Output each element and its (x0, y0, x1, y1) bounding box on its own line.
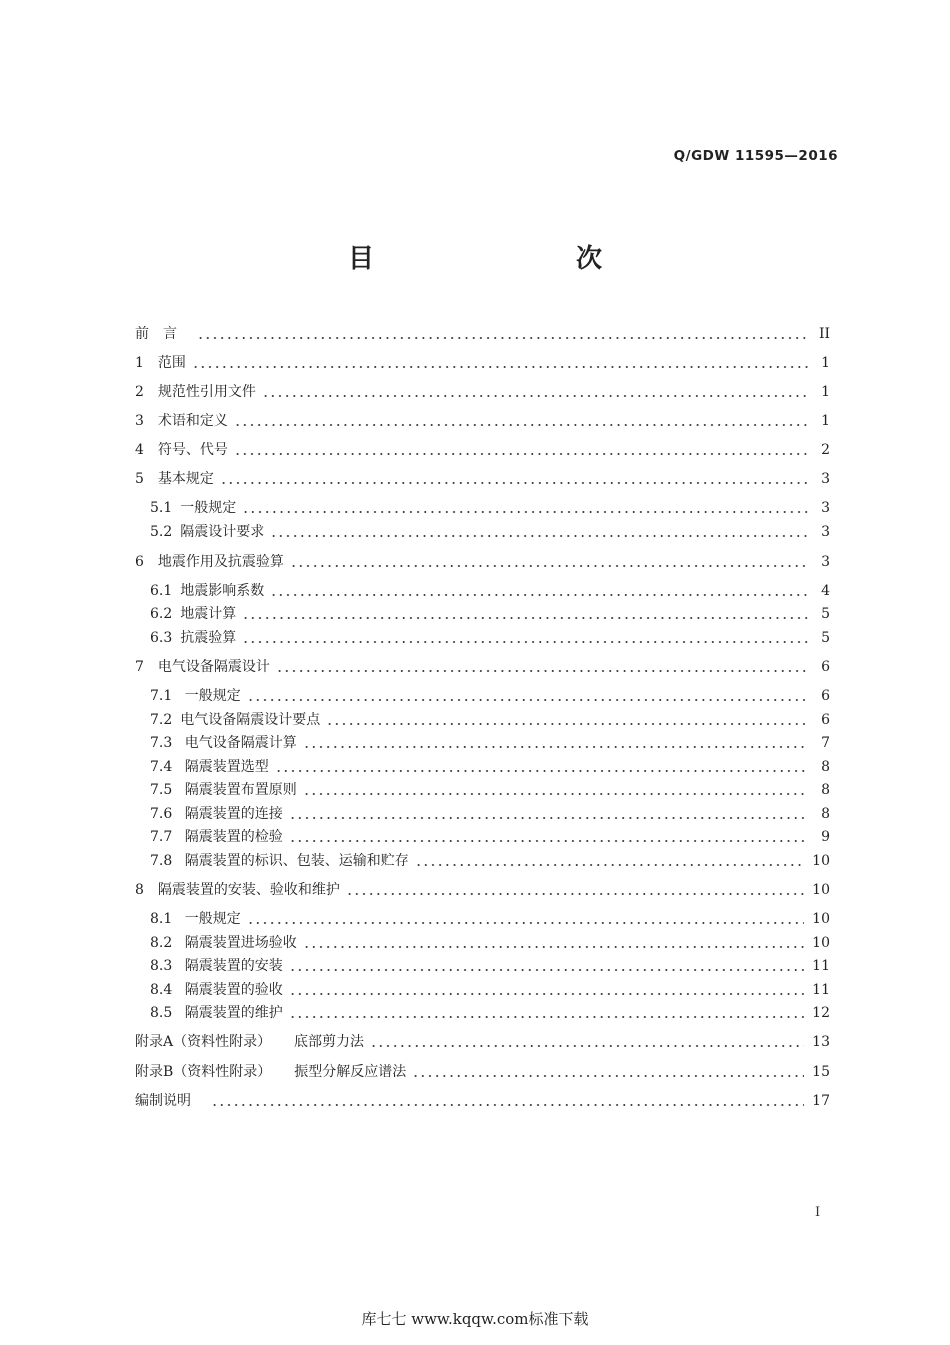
toc-entry[interactable] (135, 381, 830, 403)
toc-entry-label: 一般规定 (180, 688, 241, 704)
dot-leader (262, 395, 808, 397)
dot-leader (346, 893, 804, 895)
toc-entry-page: 12 (812, 1005, 830, 1021)
toc-entry-page: 6 (821, 688, 830, 704)
toc-title: 目 次 (347, 244, 652, 274)
toc-entry-number: 8.3 (150, 958, 173, 974)
toc-entry-page: 5 (821, 606, 830, 622)
toc-entry-number: 7.1 (150, 688, 173, 704)
dot-leader (412, 1075, 804, 1077)
toc-entry-page: 9 (821, 829, 830, 845)
dot-leader (303, 746, 808, 748)
toc-entry-number: 5.2 (150, 524, 173, 540)
dot-leader (275, 770, 808, 772)
toc-entry[interactable] (150, 908, 830, 930)
toc-entry-page: 11 (812, 958, 830, 974)
toc-entry-label: 隔震装置进场验收 (180, 935, 297, 951)
toc-entry-label: 隔震装置布置原则 (180, 782, 297, 798)
dot-leader (270, 535, 808, 537)
toc-entry[interactable] (135, 439, 830, 461)
toc-entry-number: 8.4 (150, 982, 173, 998)
toc-entry-number: 7.8 (150, 853, 173, 869)
toc-entry-label: 符号、代号 (157, 442, 228, 458)
dot-leader (270, 594, 808, 596)
toc-entry-number: 8.5 (150, 1005, 173, 1021)
toc-entry[interactable] (150, 627, 830, 649)
dot-leader (242, 641, 808, 643)
toc-entry[interactable] (150, 497, 830, 519)
toc-entry-label: 隔震装置的安装、验收和维护 (157, 882, 340, 898)
toc-entry-label: 地震影响系数 (180, 583, 265, 599)
toc-entry[interactable] (135, 1031, 830, 1053)
toc-entry[interactable] (150, 979, 830, 1001)
dot-leader (247, 922, 804, 924)
dot-leader (211, 1104, 804, 1106)
toc-entry-page: 3 (821, 554, 830, 570)
toc-entry-number: 7.5 (150, 782, 173, 798)
dot-leader (326, 723, 808, 725)
toc-entry-label: 隔震装置的维护 (180, 1005, 283, 1021)
toc-entry-label: 底部剪力法 (285, 1034, 365, 1050)
toc-entry[interactable] (150, 709, 830, 731)
toc-entry-number: 编制说明 (135, 1093, 191, 1109)
toc-entry-number: 前 言 (135, 326, 177, 342)
dot-leader (247, 699, 808, 701)
toc-entry[interactable] (150, 603, 830, 625)
dot-leader (289, 840, 808, 842)
dot-leader (370, 1045, 804, 1047)
toc-entry-label: 范围 (157, 355, 186, 371)
toc-entry-number: 5 (135, 471, 144, 487)
toc-entry-page: 10 (812, 935, 830, 951)
toc-entry-number: 7.2 (150, 712, 173, 728)
toc-entry[interactable] (135, 410, 830, 432)
toc-entry-page: 1 (821, 384, 830, 400)
toc-entry[interactable] (150, 850, 830, 872)
toc-entry-number: 8.2 (150, 935, 173, 951)
toc-entry-page: 17 (812, 1093, 830, 1109)
toc-entry-number: 7 (135, 659, 144, 675)
dot-leader (415, 864, 804, 866)
toc-entry-number: 7.4 (150, 759, 173, 775)
toc-entry-label: 电气设备隔震计算 (180, 735, 297, 751)
toc-entry-label: 电气设备隔震设计要点 (180, 712, 321, 728)
toc-entry-page: 3 (821, 524, 830, 540)
watermark-text: 库七七 www.kqqw.com标准下载 (361, 1310, 589, 1328)
toc-entry-page: 8 (821, 806, 830, 822)
dot-leader (289, 1016, 804, 1018)
dot-leader (234, 453, 808, 455)
toc-entry[interactable] (135, 879, 830, 901)
toc-entry-page: 11 (812, 982, 830, 998)
toc-entry-number: 5.1 (150, 500, 173, 516)
toc-entry-page: 6 (821, 659, 830, 675)
toc-entry[interactable] (135, 352, 830, 374)
dot-leader (220, 482, 808, 484)
toc-entry-page: 4 (821, 583, 830, 599)
toc-entry[interactable] (135, 1090, 830, 1112)
toc-entry[interactable] (135, 323, 830, 345)
toc-entry[interactable] (150, 732, 830, 754)
toc-entry-label: 隔震装置的标识、包装、运输和贮存 (180, 853, 409, 869)
toc-entry[interactable] (150, 826, 830, 848)
toc-entry-number: 7.6 (150, 806, 173, 822)
toc-entry[interactable] (150, 803, 830, 825)
toc-entry-label: 规范性引用文件 (157, 384, 256, 400)
toc-entry-page: 7 (821, 735, 830, 751)
toc-entry-page: 15 (812, 1064, 830, 1080)
toc-entry[interactable] (135, 551, 830, 573)
dot-leader (289, 969, 804, 971)
toc-entry-number: 附录B（资料性附录） (135, 1064, 272, 1080)
toc-entry-number: 6 (135, 554, 144, 570)
toc-entry-page: 8 (821, 759, 830, 775)
toc-entry[interactable] (150, 932, 830, 954)
toc-entry-page: 2 (821, 442, 830, 458)
toc-entry[interactable] (135, 1061, 830, 1083)
dot-leader (290, 565, 808, 567)
toc-entry-label: 抗震验算 (180, 630, 237, 646)
toc-entry-number: 8.1 (150, 911, 173, 927)
toc-entry-number: 7.7 (150, 829, 173, 845)
toc-entry[interactable] (150, 1002, 830, 1024)
dot-leader (234, 424, 808, 426)
toc-entry-number: 1 (135, 355, 144, 371)
toc-entry-number: 6.1 (150, 583, 173, 599)
toc-entry-page: 6 (821, 712, 830, 728)
page-number: I (815, 1205, 821, 1220)
dot-leader (276, 670, 808, 672)
toc-entry-label: 电气设备隔震设计 (157, 659, 270, 675)
toc-entry-page: 10 (812, 853, 830, 869)
toc-entry-label: 隔震装置选型 (180, 759, 269, 775)
toc-entry[interactable] (150, 685, 830, 707)
document-code: Q/GDW 11595—2016 (673, 148, 838, 164)
toc-entry[interactable] (150, 580, 830, 602)
toc-entry-label: 隔震设计要求 (180, 524, 265, 540)
dot-leader (192, 366, 808, 368)
toc-entry-label: 一般规定 (180, 911, 241, 927)
dot-leader (289, 993, 804, 995)
toc-entry[interactable] (150, 521, 830, 543)
toc-entry-page: 3 (821, 471, 830, 487)
toc-entry-page: 8 (821, 782, 830, 798)
toc-entry-number: 附录A（资料性附录） (135, 1034, 272, 1050)
dot-leader (242, 617, 808, 619)
dot-leader (289, 817, 808, 819)
toc-entry-page: 10 (812, 911, 830, 927)
toc-entry-number: 4 (135, 442, 144, 458)
toc-entry-number: 2 (135, 384, 144, 400)
toc-entry-label: 隔震装置的检验 (180, 829, 283, 845)
toc-entry[interactable] (135, 656, 830, 678)
toc-entry-label: 地震作用及抗震验算 (157, 554, 284, 570)
toc-entry-label: 隔震装置的连接 (180, 806, 283, 822)
toc-entry-label: 隔震装置的验收 (180, 982, 283, 998)
toc-entry[interactable] (150, 955, 830, 977)
table-of-contents (135, 0, 830, 1345)
dot-leader (303, 946, 804, 948)
toc-entry[interactable] (150, 756, 830, 778)
toc-entry-page: 1 (821, 355, 830, 371)
toc-entry-label: 振型分解反应谱法 (285, 1064, 407, 1080)
dot-leader (197, 337, 808, 339)
toc-entry-label: 隔震装置的安装 (180, 958, 283, 974)
toc-entry-number: 7.3 (150, 735, 173, 751)
toc-entry-label: 术语和定义 (157, 413, 228, 429)
toc-entry-page: 1 (821, 413, 830, 429)
toc-entry-label: 一般规定 (180, 500, 237, 516)
dot-leader (303, 793, 808, 795)
toc-entry-number: 8 (135, 882, 144, 898)
toc-entry-page: 13 (812, 1034, 830, 1050)
toc-entry-number: 6.2 (150, 606, 173, 622)
toc-entry-page: 3 (821, 500, 830, 516)
toc-entry-number: 6.3 (150, 630, 173, 646)
toc-entry-label: 地震计算 (180, 606, 237, 622)
toc-entry-page: 10 (812, 882, 830, 898)
toc-entry-number: 3 (135, 413, 144, 429)
toc-entry-page: 5 (821, 630, 830, 646)
toc-entry[interactable] (135, 468, 830, 490)
toc-entry[interactable] (150, 779, 830, 801)
toc-entry-page: II (818, 326, 830, 342)
toc-entry-label: 基本规定 (157, 471, 214, 487)
dot-leader (242, 511, 808, 513)
